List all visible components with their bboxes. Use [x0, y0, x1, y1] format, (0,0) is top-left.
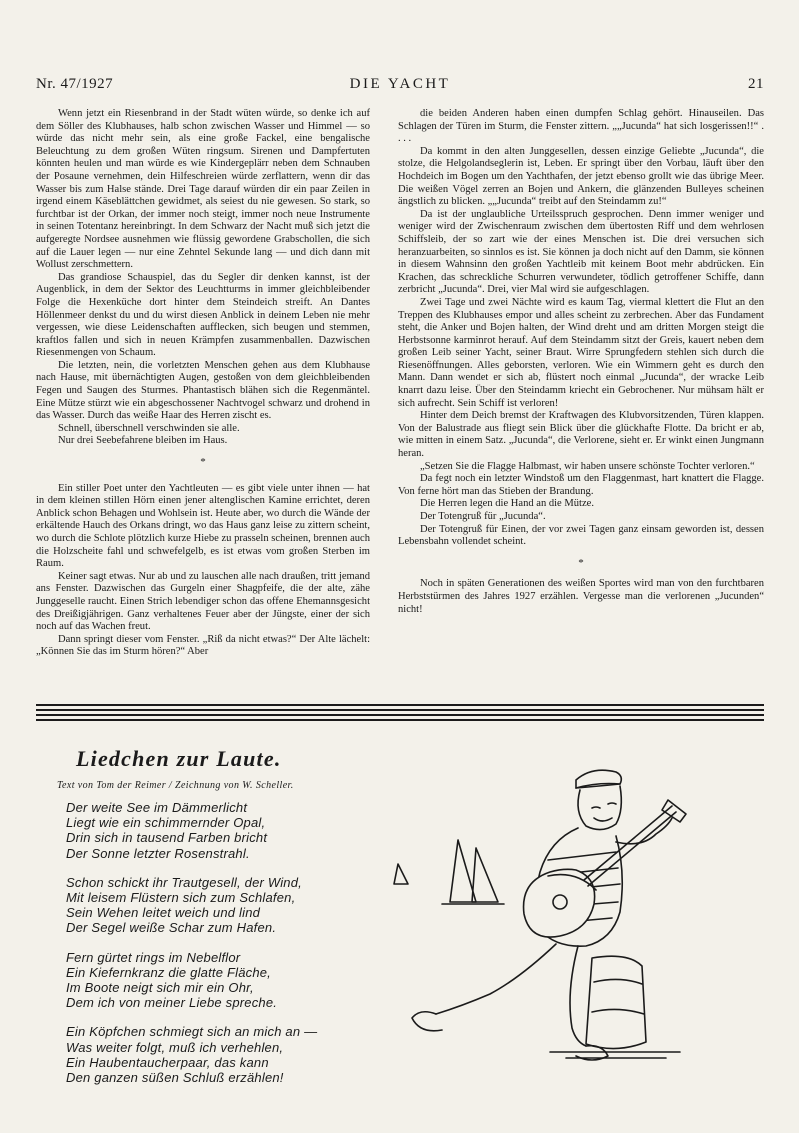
paragraph: „Setzen Sie die Flagge Halbmast, wir haben unsere schönste Tochter verloren.“	[420, 460, 755, 472]
divider-rule	[36, 719, 764, 721]
section-separator: *	[200, 456, 206, 469]
poem-stanza	[66, 1024, 386, 1085]
paragraph: Da fegt noch ein letzter Windstoß um den Flaggenmast, hart knattert die Flagge. Von ferne hört man das Stieben der Brandung.	[398, 473, 764, 497]
poem-line: Drin sich in tausend Farben bricht	[66, 830, 268, 846]
poem-line: Ein Köpfchen schmiegt sich an mich an —	[66, 1024, 318, 1040]
paragraph: Keiner sagt etwas. Nur ab und zu lauschen alle nach draußen, tritt jemand ans Fenster. Dazwischen das Gurgeln einer Shagpfeife, die der alte, zähe Junggeselle raucht. Einen Strich lebendiger schon das offene Ehemannsgesicht des Dreißigjährigen. Ganz verhaltenes Feuer aber der Jüngste, einer der sich noch auf das Wachen freut.	[36, 570, 370, 633]
paragraph: Zwei Tage und zwei Nächte wird es kaum Tag, viermal klettert die Flut an den Treppen des Klubhauses empor und alles scheint zu zerbrechen. Aber das Fundament steht, die Anker und Bojen halten, der Wind dreht und am dritten Morgen steigt die Herbstsonne karminrot herauf. Auf dem Steindamm sitzt der Greis, kauert neben dem großen Leib seiner Yacht, seiner Braut. Wirre Sprungfedern stehlen sich durch die Riesenöffnungen. Alles geborsten, verloren. Wie ein Wimmern geht es durch den Mann. Dann wendet er sich ab, flüstert noch einmal „Jucunda“, der wrackе Leib knarrt dazu leise. Über den Steindamm kriecht ein Gebrochener. Nur mühsam hält er sich aufrecht. Sein Schiff ist verloren!	[398, 296, 764, 409]
sailboat-icon	[394, 864, 408, 884]
divider-rule	[36, 709, 764, 711]
poem-line: Der Sonne letzter Rosenstrahl.	[66, 845, 250, 861]
poem-body	[66, 800, 386, 1099]
paragraph: Der Totengruß für „Jucunda“.	[420, 511, 546, 522]
paragraph: Nur drei Seebefahrene bleiben im Haus.	[58, 435, 228, 447]
poem-line: Schon schickt ihr Trautgesell, der Wind,	[66, 874, 302, 890]
poem-stanza	[66, 950, 386, 1011]
poem-credit: Text von Tom der Reimer / Zeichnung von W. Scheller.	[57, 780, 294, 791]
poem-line: Ein Haubentaucherpaar, das kann	[66, 1054, 269, 1070]
poem-title: Liedchen zur Laute.	[76, 746, 282, 771]
paragraph: Schnell, überschnell verschwinden sie alle.	[58, 422, 240, 434]
article-left-column	[36, 108, 370, 659]
poem-line: Den ganzen süßen Schluß erzählen!	[66, 1070, 284, 1086]
issue-number: Nr. 47/1927	[36, 76, 114, 92]
poem-line: Liegt wie ein schimmernder Opal,	[66, 815, 266, 831]
page-number: 21	[748, 76, 764, 92]
poem-line: Ein Kiefernkranz die glatte Fläche,	[66, 964, 271, 980]
poem-line: Der Segel weiße Schar zum Hafen.	[66, 920, 277, 936]
section-separator: *	[578, 556, 584, 569]
closing-paragraph: Noch in späten Generationen des weißen Sportes wird man von den furchtbaren Herbststürmen des Jahres 1927 erzählen. Vergesse man die verlorenen „Jucunden“ nicht!	[398, 578, 764, 615]
paragraph: Die letzten, nein, die vorletzten Menschen gehen aus dem Klubhause nach Hause, mit übernächtigten Augen, gestoßen von dem gleichbleibenden Fegen und Saugen des Sturmes. Phantastisch blähen sich die Regenmäntel. Eine Mütze stürzt wie ein abgeschossener Nachtvogel schwarz und drohend in das Wasser. Durch das weiße Haar des Herren zischt es.	[36, 359, 370, 422]
poem-line: Fern gürtet rings im Nebelflor	[66, 949, 241, 965]
poem-line: Mit leisem Flüstern sich zum Schlafen,	[66, 890, 296, 906]
paragraph: Das grandiose Schauspiel, das du Segler dir denken kannst, ist der Augenblick, in dem der Sektor des Leuchtturms in immer gleichbleibender Folge die Hexenküche dort hinter dem Steindeich streift. An Dantes Höllenmeer denkst du und du wirst diesen Anblick in deinem Leben nie mehr vergessen, wie diese Leidenschaften aufflecken, sich beugen und stemmen, kraftlos fallen und sich in neuen Krämpfen zusammenballen. Dazwischen Riesenmengen von Schaum.	[36, 271, 370, 359]
poem-stanza	[66, 875, 386, 936]
sailboat-icon	[442, 840, 504, 904]
paragraph: Die Herren legen die Hand an die Mütze.	[420, 498, 594, 510]
poem-line: Der weite See im Dämmerlicht	[66, 800, 248, 815]
divider-rule	[36, 714, 764, 716]
paragraph: die beiden Anderen haben einen dumpfen Schlag gehört. Hinauseilen. Das Schlagen der Türen im Sturm, die Fenster zittern. „„Jucunda“ hat sich losgerissen!!“ . . . .	[398, 108, 764, 145]
paragraph: Dann springt dieser vom Fenster. „Riß da nicht etwas?“ Der Alte lächelt: „Können Sie das im Sturm hören?“ Aber	[36, 633, 370, 658]
paragraph: Ein stiller Poet unter den Yachtleuten — es gibt viele unter ihnen — hat in dem kleinen stillen Hörn einen jener altenglischen Kamine errichtet, deren Anblick schon Behagen und Wohlsein ist. Heute aber, wo durch die Wände der erkältende Hauch des Orkans dringt, wo das Haus ganz leise zu zittern scheint, wo durch die Schlote plötzlich kurze Hiebe zu prasseln scheinen, brennen auch die Holzscheite fahl und schwefelgelb, es ist etwas vom großen Sterben im Raum.	[36, 482, 370, 570]
paragraph: Wenn jetzt ein Riesenbrand in der Stadt wüten würde, so denke ich auf dem Söller des Klubhauses, halb schon zwischen Wasser und Himmel — so würde das nicht mehr sein, als eine große Fackel, eine bengalische Beleuchtung zu dem großen Wüten ringsum. Sirenen und Dampfertuten könnten heulen und man würde es wie Kindergeplärr neben dem Schnauben der Posaune vernehmen, dein Hilfeschreien würde zerflattern, wenn dir das Wasser bis zum Halse stände. Drei Tage darauf würden dir ein paar Zeilen in irgend einem Käseblättchen gewidmet, als seiest du nie gewesen. So stark, so furchtbar ist der Orkan, der immer noch steigt, immer noch neue Instrumente in seinen Totentanz hereinbringt. In dem Schwarz der Nacht muß sich jetzt die aufgeregte Nordsee ausnehmen wie flüssig gewordene Grabschollen, die sich auf die Lauer legen — nur eine Zehntel Sekunde lang — und dich dann mit Wollust zerschmettern.	[36, 108, 370, 271]
page-header	[36, 76, 764, 96]
magazine-title: DIE YACHT	[349, 76, 451, 92]
paragraph: Da kommt in den alten Junggesellen, dessen einzige Geliebte „Jucunda“, die stolze, die Helgolandseglerin ist, Leben. Er springt über den Vorbau, läuft über den Hochdeich im Bogen um den Yachthafen, der jetzt ebenso grollt wie das übrige Meer. Die weißen Vögel zerren an Bojen und Ankern, die glänzenden Bulleyes scheinen ängstlich zu blicken. „„Jucunda“ treibt auf den Steindamm zu!“	[398, 145, 764, 208]
paragraph: Hinter dem Deich bremst der Kraftwagen des Klubvorsitzenden, Türen klappen. Von der Balustrade aus fliegt sein Blick über die glückhafte Flotte. Da bricht er ab, wie mitten in einem Satz. „Jucunda“, die Verlorene, sieht er. Er winkt einen Jungmann heran.	[398, 410, 764, 460]
poem-stanza	[66, 800, 386, 861]
paragraph: Da ist der unglaubliche Urteilsspruch gesprochen. Denn immer weniger und weniger wird der Zwischenraum zwischen dem übertosten Riff und dem wehrlosen Schiffsleib, der so zart wie der eines Menschen ist. Die drei versuchen sich heranzuarbeiten, so sinnlos es ist. Sie können ja doch nicht auf den Damm, sie können in diesem Wahnsinn den großen Yachtleib mit keinem Boot mehr abdrücken. Ein Krachen, das schreckliche Schurren verwundeter, tödlich getroffener Schiffe, dann zerbricht „Jucunda“. Drei, vier Mal wird sie aufgeschlagen.	[398, 208, 764, 296]
poem-line: Was weiter folgt, muß ich verhehlen,	[66, 1039, 284, 1055]
article-right-column	[398, 108, 764, 616]
poem-line: Im Boote neigt sich mir ein Ohr,	[66, 980, 254, 996]
sailor-lute-illustration	[380, 752, 710, 1070]
poem-line: Dem ich von meiner Liebe spreche.	[66, 995, 278, 1011]
paragraph: Der Totengruß für Einen, der vor zwei Tagen ganz einsam geworden ist, dessen Lebensbahn vollendet scheint.	[398, 523, 764, 548]
divider-rule	[36, 704, 764, 706]
poem-line: Sein Wehen leitet weich und lind	[66, 905, 261, 921]
